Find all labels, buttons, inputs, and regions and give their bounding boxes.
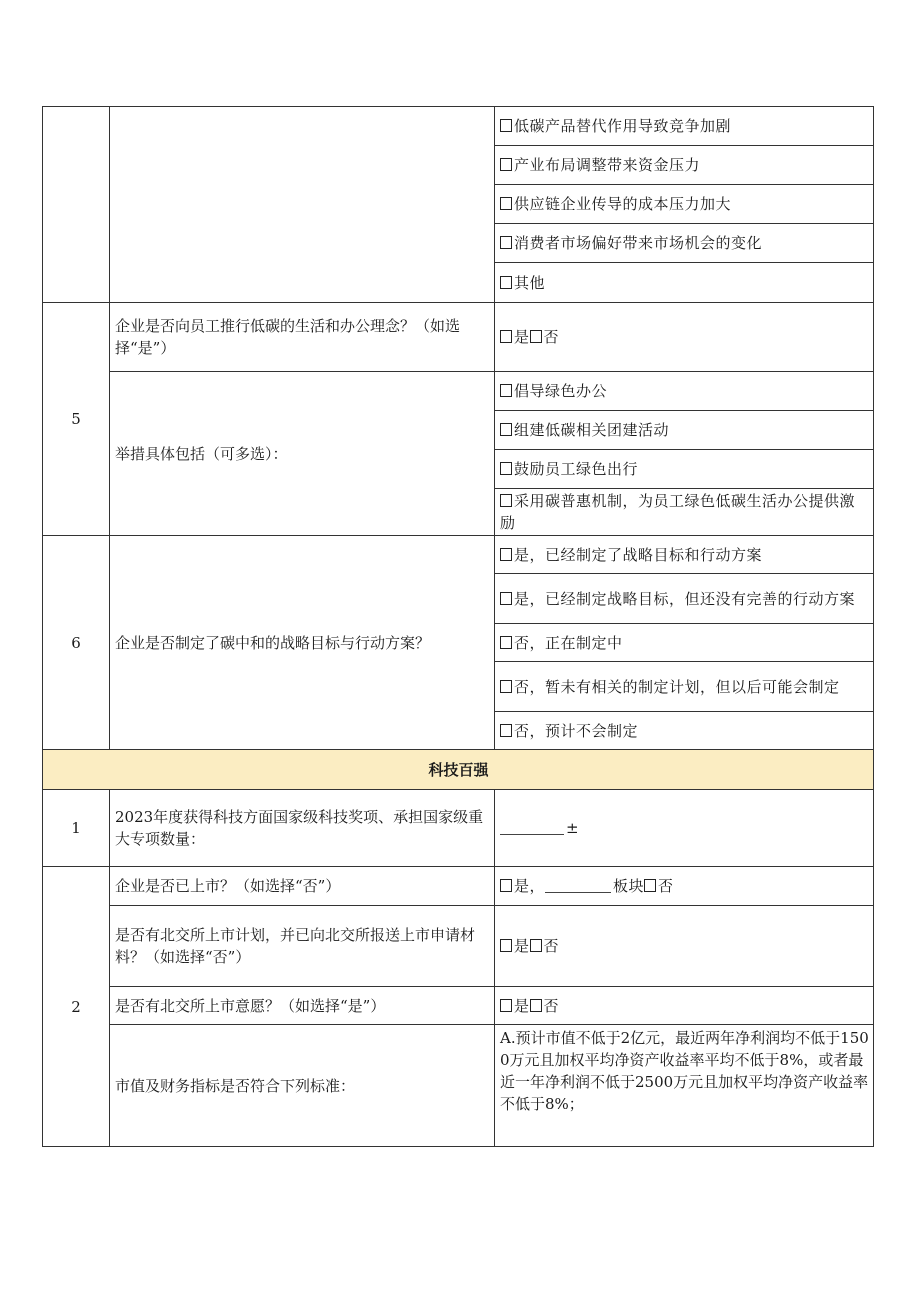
survey-table <box>42 106 874 1147</box>
checkbox-icon[interactable] <box>500 462 512 475</box>
checkbox-icon[interactable] <box>500 119 512 132</box>
t2-listed-answer[interactable]: 是， 板块 否 <box>495 867 874 906</box>
option-industry-layout[interactable]: 产业布局调整带来资金压力 <box>495 146 874 185</box>
option-other[interactable]: 其他 <box>495 263 874 303</box>
checkbox-icon[interactable] <box>530 939 542 952</box>
checkbox-icon[interactable] <box>500 999 512 1012</box>
t1-answer[interactable]: ± <box>495 790 874 867</box>
checkbox-icon[interactable] <box>500 236 512 249</box>
checkbox-icon[interactable] <box>500 680 512 693</box>
checkbox-icon[interactable] <box>500 197 512 210</box>
checkbox-icon[interactable] <box>500 384 512 397</box>
t1-question: 2023年度获得科技方面国家级科技奖项、承担国家级重大专项数量： <box>110 790 495 867</box>
t2-number: 2 <box>43 867 110 1147</box>
q5-number: 5 <box>43 303 110 536</box>
checkbox-icon[interactable] <box>500 158 512 171</box>
checkbox-icon[interactable] <box>500 548 512 561</box>
t2-bse-intent-answer[interactable]: 是 否 <box>495 987 874 1025</box>
q6-option-2[interactable]: 否，正在制定中 <box>495 624 874 662</box>
q5-option-green-office[interactable]: 倡导绿色办公 <box>495 372 874 411</box>
q5-option-team-activity[interactable]: 组建低碳相关团建活动 <box>495 411 874 450</box>
checkbox-icon[interactable] <box>644 879 656 892</box>
count-input-line[interactable] <box>500 820 564 835</box>
q6-option-1[interactable]: 是，已经制定战略目标，但还没有完善的行动方案 <box>495 574 874 624</box>
empty-num-cell <box>43 107 110 303</box>
checkbox-icon[interactable] <box>500 494 512 507</box>
q5-yes-no[interactable]: 是 否 <box>495 303 874 372</box>
checkbox-icon[interactable] <box>500 879 512 892</box>
t2-standard-a: A.预计市值不低于2亿元，最近两年净利润均不低于1500万元且加权平均净资产收益率平均不低于8%，或者最近一年净利润不低于2500万元且加权平均净资产收益率不低于8%； <box>495 1025 874 1147</box>
t2-q-bse-intent: 是否有北交所上市意愿？（如选择“是”） <box>110 987 495 1025</box>
checkbox-icon[interactable] <box>500 636 512 649</box>
option-supply-chain-cost[interactable]: 供应链企业传导的成本压力加大 <box>495 185 874 224</box>
checkbox-icon[interactable] <box>500 724 512 737</box>
checkbox-icon[interactable] <box>500 330 512 343</box>
t2-q-listed: 企业是否已上市？（如选择“否”） <box>110 867 495 906</box>
checkbox-icon[interactable] <box>530 999 542 1012</box>
checkbox-icon[interactable] <box>500 423 512 436</box>
t2-q-bse-plan: 是否有北交所上市计划，并已向北交所报送上市申请材料？（如选择“否”） <box>110 906 495 987</box>
q5-option-green-travel[interactable]: 鼓励员工绿色出行 <box>495 450 874 489</box>
q6-option-3[interactable]: 否，暂未有相关的制定计划，但以后可能会制定 <box>495 662 874 712</box>
q5-question: 企业是否向员工推行低碳的生活和办公理念？（如选择“是”） <box>110 303 495 372</box>
checkbox-icon[interactable] <box>530 330 542 343</box>
checkbox-icon[interactable] <box>500 592 512 605</box>
q5-sub-question: 举措具体包括（可多选）： <box>110 372 495 536</box>
survey-table-page <box>42 106 873 1147</box>
board-input-line[interactable] <box>545 878 611 893</box>
t2-bse-plan-answer[interactable]: 是 否 <box>495 906 874 987</box>
checkbox-icon[interactable] <box>500 276 512 289</box>
t1-number: 1 <box>43 790 110 867</box>
section-header: 科技百强 <box>43 750 874 790</box>
option-consumer-preference[interactable]: 消费者市场偏好带来市场机会的变化 <box>495 224 874 263</box>
t2-q-standard: 市值及财务指标是否符合下列标准： <box>110 1025 495 1147</box>
q6-number: 6 <box>43 536 110 750</box>
empty-question-cell <box>110 107 495 303</box>
option-low-carbon-competition[interactable]: 低碳产品替代作用导致竞争加剧 <box>495 107 874 146</box>
q6-question: 企业是否制定了碳中和的战略目标与行动方案？ <box>110 536 495 750</box>
checkbox-icon[interactable] <box>500 939 512 952</box>
q6-option-4[interactable]: 否，预计不会制定 <box>495 712 874 750</box>
q5-option-carbon-inclusive[interactable]: 采用碳普惠机制，为员工绿色低碳生活办公提供激励 <box>495 489 874 536</box>
q6-option-0[interactable]: 是，已经制定了战略目标和行动方案 <box>495 536 874 574</box>
